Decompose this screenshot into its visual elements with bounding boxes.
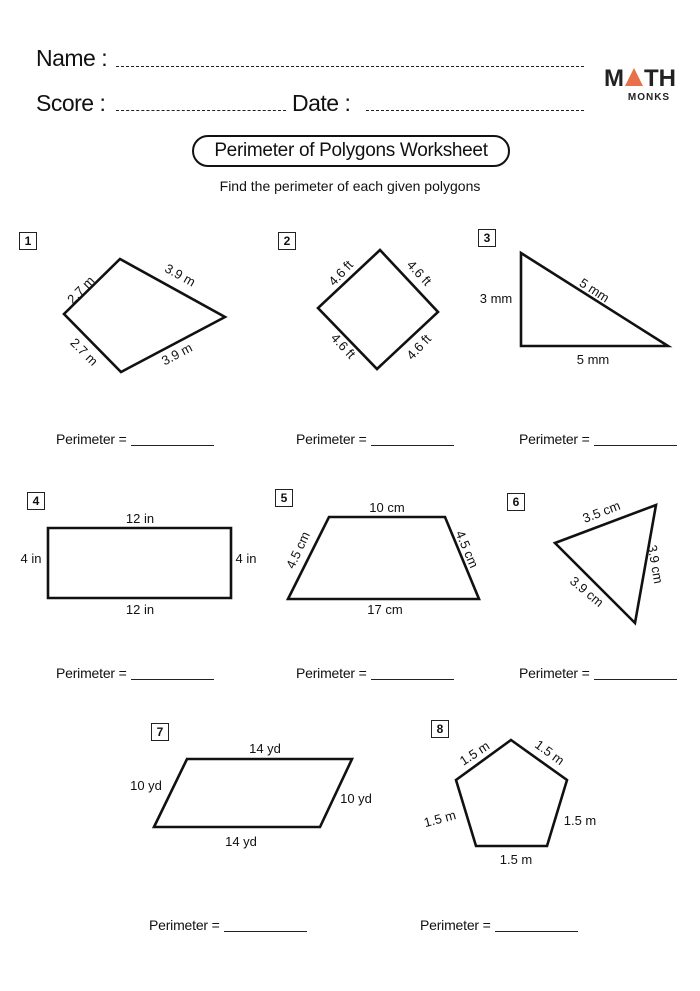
answer-blank[interactable] (371, 432, 454, 446)
side-label: 10 yd (130, 778, 162, 793)
side-label: 1.5 m (422, 807, 458, 831)
perimeter-label: Perimeter = (420, 917, 491, 933)
name-label: Name : (36, 45, 108, 71)
problem-number-5: 5 (275, 489, 293, 507)
side-label: 4.6 ft (325, 257, 357, 289)
date-label: Date : (292, 90, 351, 116)
shape-rectangle (48, 528, 231, 598)
shape-triangle (555, 505, 656, 623)
shape-right-triangle (521, 253, 668, 346)
worksheet-title: Perimeter of Polygons Worksheet (192, 135, 510, 167)
side-label: 4.6 ft (403, 331, 435, 363)
perimeter-answer-1[interactable] (56, 431, 214, 447)
perimeter-label: Perimeter = (519, 665, 590, 681)
answer-blank[interactable] (371, 666, 454, 680)
answer-blank[interactable] (131, 432, 214, 446)
side-label: 3.9 cm (567, 573, 607, 610)
perimeter-answer-5[interactable] (296, 665, 454, 681)
shape-trapezoid (288, 517, 479, 599)
side-label: 1.5 m (532, 736, 568, 768)
score-label: Score : (36, 90, 106, 116)
perimeter-label: Perimeter = (519, 431, 590, 447)
side-label: 5 mm (576, 275, 613, 306)
side-label: 1.5 m (456, 738, 493, 769)
side-label: 3.9 m (162, 260, 199, 290)
perimeter-label: Perimeter = (149, 917, 220, 933)
answer-blank[interactable] (594, 432, 677, 446)
perimeter-label: Perimeter = (56, 431, 127, 447)
perimeter-answer-2[interactable] (296, 431, 454, 447)
side-label: 3.9 m (159, 339, 195, 369)
side-label: 5 mm (576, 352, 610, 367)
side-label: 1.5 m (499, 852, 533, 867)
side-label: 4.5 cm (282, 529, 313, 571)
side-label: 10 yd (340, 791, 372, 806)
logo-text-m: M (604, 65, 624, 92)
side-label: 4 in (235, 551, 257, 566)
logo-subtext: MONKS (627, 92, 671, 103)
side-label: 17 cm (367, 602, 403, 617)
problem-number-1: 1 (19, 232, 37, 250)
perimeter-label: Perimeter = (296, 665, 367, 681)
answer-blank[interactable] (594, 666, 677, 680)
problem-number-2: 2 (278, 232, 296, 250)
side-label: 3 mm (479, 291, 513, 306)
side-label: 4.6 ft (327, 330, 359, 362)
problem-number-6: 6 (507, 493, 525, 511)
side-label: 12 in (125, 511, 155, 526)
perimeter-answer-4[interactable] (56, 665, 214, 681)
answer-blank[interactable] (495, 918, 578, 932)
side-label: 2.7 m (64, 272, 98, 307)
side-label: 10 cm (369, 500, 405, 515)
side-label: 14 yd (249, 741, 281, 756)
side-label: 12 in (125, 602, 155, 617)
side-label: 14 yd (225, 834, 257, 849)
answer-blank[interactable] (131, 666, 214, 680)
logo-text-th: TH (644, 65, 676, 92)
side-label: 4 in (20, 551, 42, 566)
perimeter-answer-6[interactable] (519, 665, 677, 681)
side-label: 3.9 cm (644, 543, 667, 585)
perimeter-answer-7[interactable] (149, 917, 307, 933)
answer-blank[interactable] (224, 918, 307, 932)
worksheet-instruction: Find the perimeter of each given polygons (219, 178, 481, 194)
problem-number-3: 3 (478, 229, 496, 247)
perimeter-label: Perimeter = (56, 665, 127, 681)
problem-number-7: 7 (151, 723, 169, 741)
perimeter-answer-8[interactable] (420, 917, 578, 933)
perimeter-label: Perimeter = (296, 431, 367, 447)
side-label: 2.7 m (67, 335, 101, 369)
shape-parallelogram (154, 759, 352, 827)
side-label: 4.5 cm (452, 528, 482, 571)
side-label: 3.5 cm (580, 497, 623, 526)
perimeter-answer-3[interactable] (519, 431, 677, 447)
side-label: 4.6 ft (403, 257, 435, 289)
problem-number-8: 8 (431, 720, 449, 738)
problem-number-4: 4 (27, 492, 45, 510)
side-label: 1.5 m (563, 813, 597, 828)
